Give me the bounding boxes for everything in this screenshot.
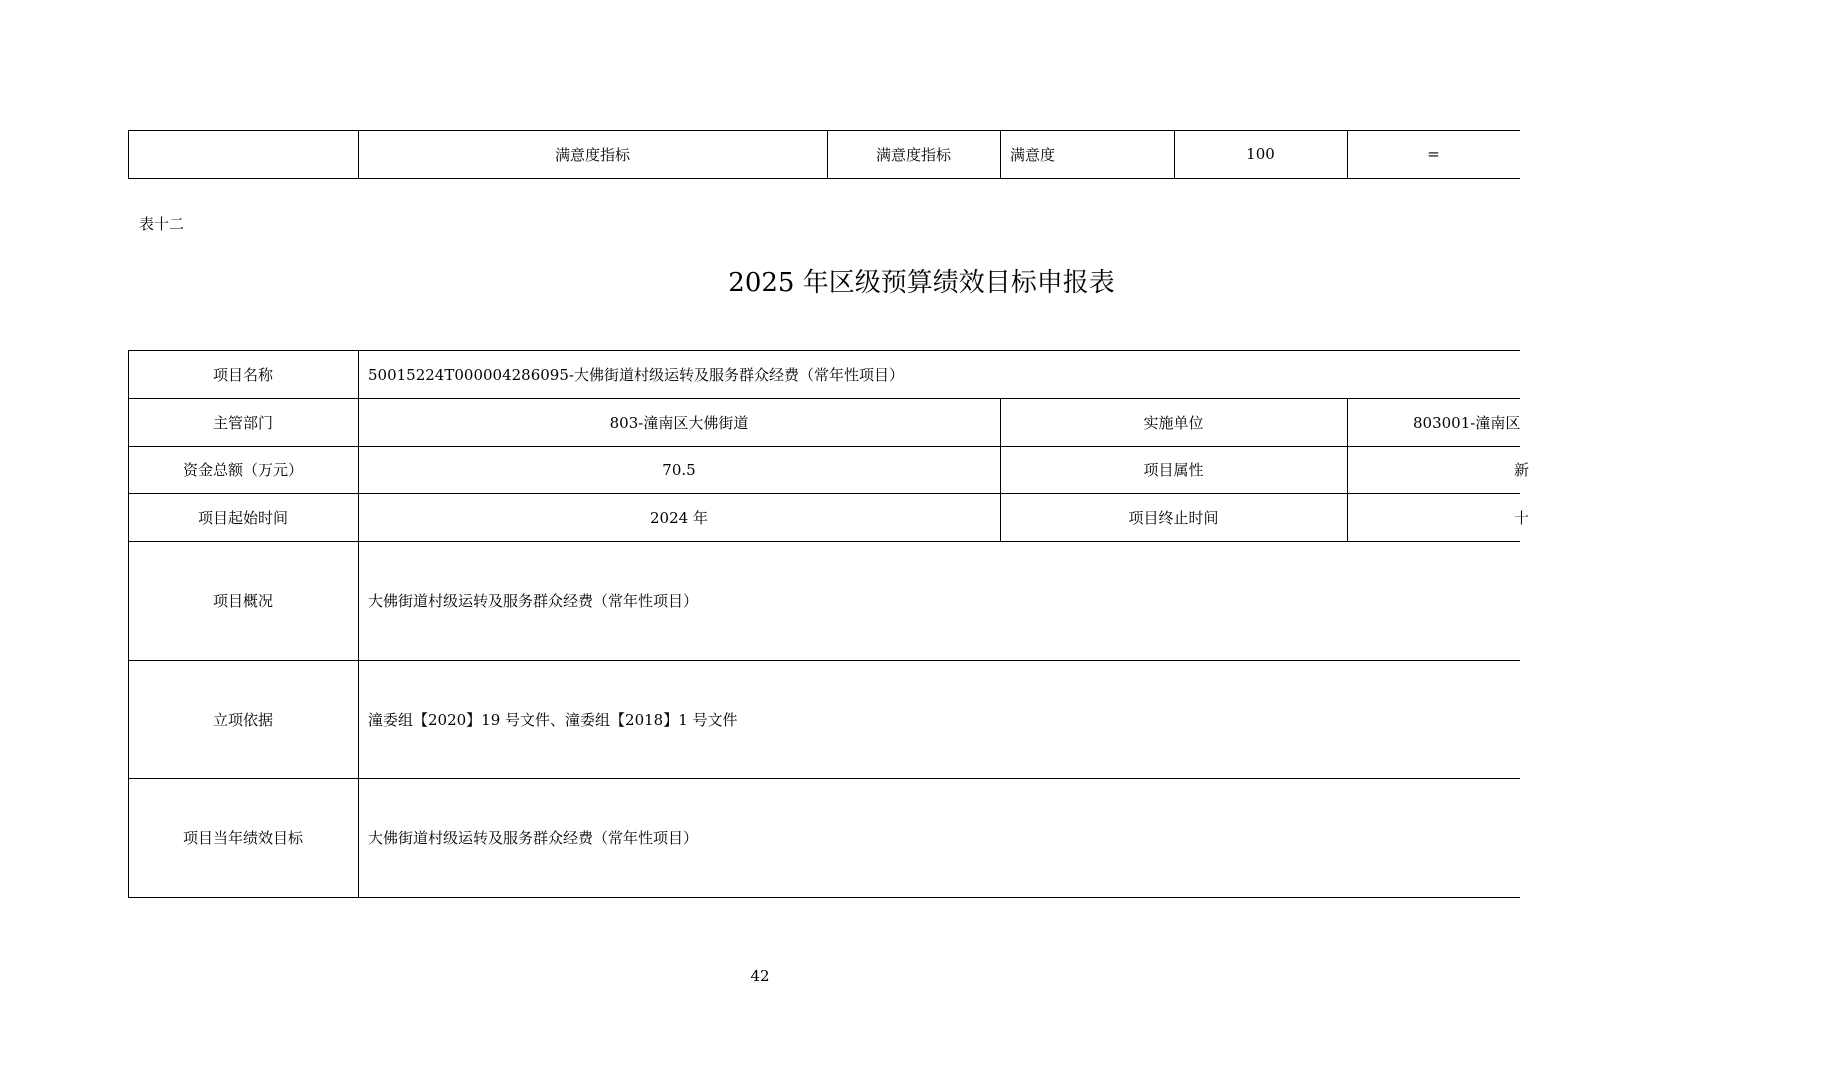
page-title: 2025 年区级预算绩效目标申报表 <box>728 268 1115 298</box>
attr-label: 项目属性 <box>1143 461 1204 479</box>
prev-cell-satisfaction: 满意度 <box>1010 145 1056 164</box>
overview-value: 大佛街道村级运转及服务群众经费（常年性项目） <box>368 592 699 610</box>
project-name-value: 50015224T000004286095-大佛街道村级运转及服务群众经费（常年性项目） <box>368 365 904 384</box>
prev-cell-1 <box>128 130 358 178</box>
goal-label: 项目当年绩效目标 <box>182 829 303 847</box>
project-name-label: 项目名称 <box>212 365 273 384</box>
table-label: 表十二 <box>139 215 185 233</box>
fund-label: 资金总额（万元） <box>182 461 303 479</box>
dept-value: 803-潼南区大佛街道 <box>609 413 749 432</box>
impl-value: 803001-潼南区 <box>1413 413 1521 432</box>
dept-label: 主管部门 <box>212 413 273 432</box>
overview-label: 项目概况 <box>212 592 273 610</box>
prev-cell-indicator: 满意度指标 <box>875 145 951 164</box>
basis-label: 立项依据 <box>212 710 273 729</box>
page-number: 42 <box>750 967 770 985</box>
start-label: 项目起始时间 <box>197 508 288 527</box>
impl-label: 实施单位 <box>1143 413 1204 432</box>
prev-cell-operator: = <box>1427 145 1440 163</box>
fund-value: 70.5 <box>662 460 696 479</box>
prev-cell-value: 100 <box>1246 145 1275 163</box>
attr-value: 新 <box>1514 461 1530 479</box>
end-label: 项目终止时间 <box>1128 508 1219 527</box>
start-value: 2024 年 <box>650 508 708 527</box>
basis-value: 潼委组【2020】19 号文件、潼委组【2018】1 号文件 <box>368 710 738 729</box>
goal-value: 大佛街道村级运转及服务群众经费（常年性项目） <box>368 829 699 847</box>
end-value: 十 <box>1514 508 1530 527</box>
prev-cell-indicator-type: 满意度指标 <box>554 145 630 164</box>
